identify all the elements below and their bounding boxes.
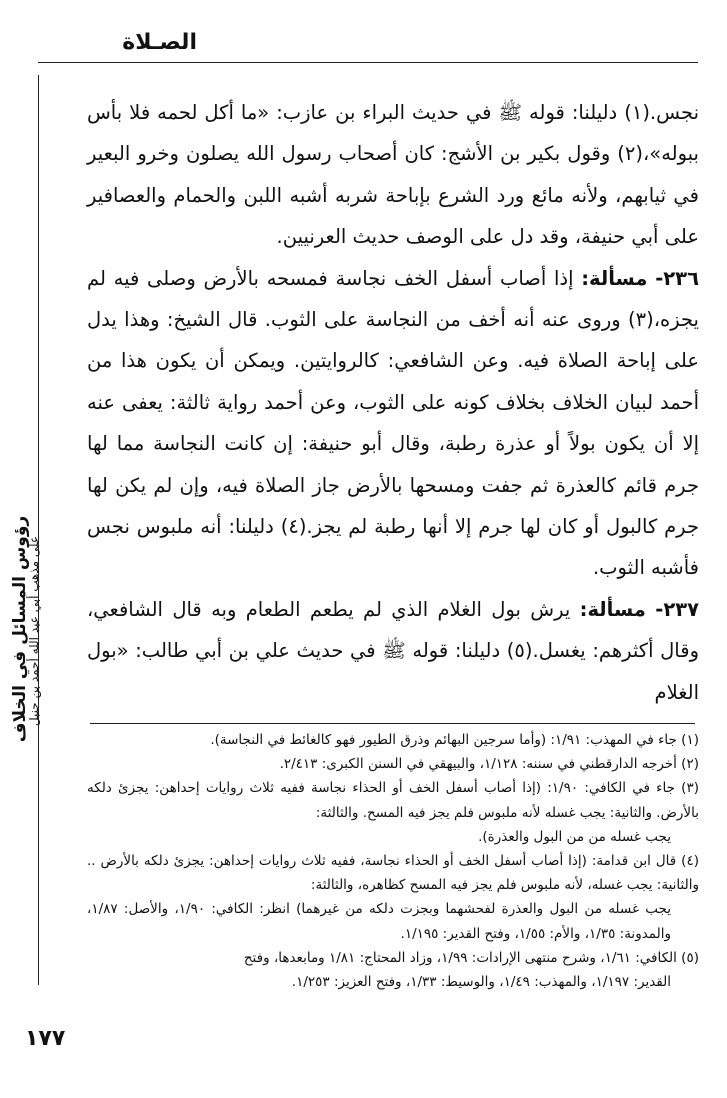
main-text — [87, 92, 699, 713]
header-rule — [38, 62, 698, 63]
footnote-3: (٣) جاء في الكافي: ١/٩٠: (إذا أصاب أسفل الخف أو الحذاء نجاسة ففيه ثلاث روايات إحداهن: يجزئ دلكه بالأرض. والثانية: يجب غسله لأنه ملبوس فلم يجز فيه المسح. والثالثة: — [87, 780, 699, 821]
footnote-4: (٤) قال ابن قدامة: (إذا أصاب أسفل الخف أو الحذاء نجاسة، ففيه ثلاث روايات إحداهن: يجزئ دلكه بالأرض .. والثانية: يجب غسله، لأنه ملبوس فلم يجز فيه المسح كظاهره، والثالثة: — [87, 853, 699, 894]
masala-number: ٢٣٧- — [655, 597, 700, 621]
masala-label: مسألة: — [581, 266, 648, 290]
footnote-3-continued: يجب غسله من من البول والعذرة). — [478, 828, 671, 845]
book-title-vertical: رؤوس المسائل في الخلاف — [10, 515, 30, 743]
book-subtitle-vertical: على مذهب أبي عبد الله أحمد بن حنبل — [27, 535, 41, 727]
footnote-2: (٢) أخرجه الدارقطني في سننه: ١/١٢٨، والبيهقي في السنن الكبرى: ٢/٤١٣. — [279, 756, 699, 773]
masala-number: ٢٣٦- — [655, 266, 699, 290]
footnotes — [87, 728, 699, 994]
footnote-5-continued: القدير: ١/١٩٧، والمهذب: ١/٤٩، والوسيط: ١/٣٣، وفتح العزيز: ١/٢٥٣. — [291, 974, 671, 991]
masala-label: مسألة: — [579, 597, 646, 621]
footnote-1: (١) جاء في المهذب: ١/٩١: (وأما سرجين البهائم وذرق الطيور فهو كالغائط في النجاسة). — [210, 732, 699, 748]
masala-text: إذا أصاب أسفل الخف نجاسة فمسحه بالأرض وصلى فيه لم يجزه،(٣) وروى عنه أنه أخف من النجاسة على الثوب. قال الشيخ: وهذا يدل على إباحة الصلاة فيه. وعن الشافعي: كالروايتين. ويمكن أن يكون هذا من أحمد لبيان الخلاف بخلاف كونه على الثوب، وعن أحمد رواية ثالثة: يعفى عنه إلا أن يكون بولاً أو عذرة رطبة، وقال أبو حنيفة: إن كانت النجاسة مما لها جرم قائم كالعذرة ثم جفت ومسحها بالأرض جاز الصلاة فيه، وإن لم يكن لها جرم كالبول أو كان لها جرم إلا أنها رطبة لم يجز.(٤) دليلنا: أنه ملبوس نجس فأشبه الثوب. — [87, 266, 699, 580]
masala-237 — [87, 589, 699, 713]
page-number: ١٧٧ — [25, 1026, 66, 1051]
chapter-header: الصـلاة — [122, 30, 197, 55]
footnote-5: (٥) الكافي: ١/٦١، وشرح منتهى الإرادات: ١/٩٩، وزاد المحتاج: ١/٨١ ومابعدها، وفتح — [243, 949, 699, 966]
footnote-rule — [90, 723, 695, 724]
paragraph-continuation: نجس.(١) دليلنا: قوله ﷺ في حديث البراء بن عازب: «ما أكل لحمه فلا بأس ببوله»،(٢) وقول بكير بن الأشج: كان أصحاب رسول الله يصلون وخرو البعير في ثيابهم، ولأنه مائع ورد الشرع بإباحة شربه أشبه اللبن والحمام والعصافير على أبي حنيفة، وقد دل على الوصف حديث العرنيين. — [87, 101, 699, 249]
footnote-4-continued: يجب غسله من البول والعذرة لفحشهما وبجزت دلكه من غيرهما) انظر: الكافي: ١/٩٠، والأصل: ١/٨٧، والمدونة: ١/٣٥، والأم: ١/٥٥، وفتح القدير: ١/١٩٥. — [87, 901, 671, 942]
masala-text: يرش بول الغلام الذي لم يطعم الطعام وبه قال الشافعي، وقال أكثرهم: يغسل.(٥) دليلنا: قوله ﷺ في حديث علي بن أبي طالب: «بول الغلام — [87, 597, 699, 704]
masala-236 — [87, 258, 699, 589]
